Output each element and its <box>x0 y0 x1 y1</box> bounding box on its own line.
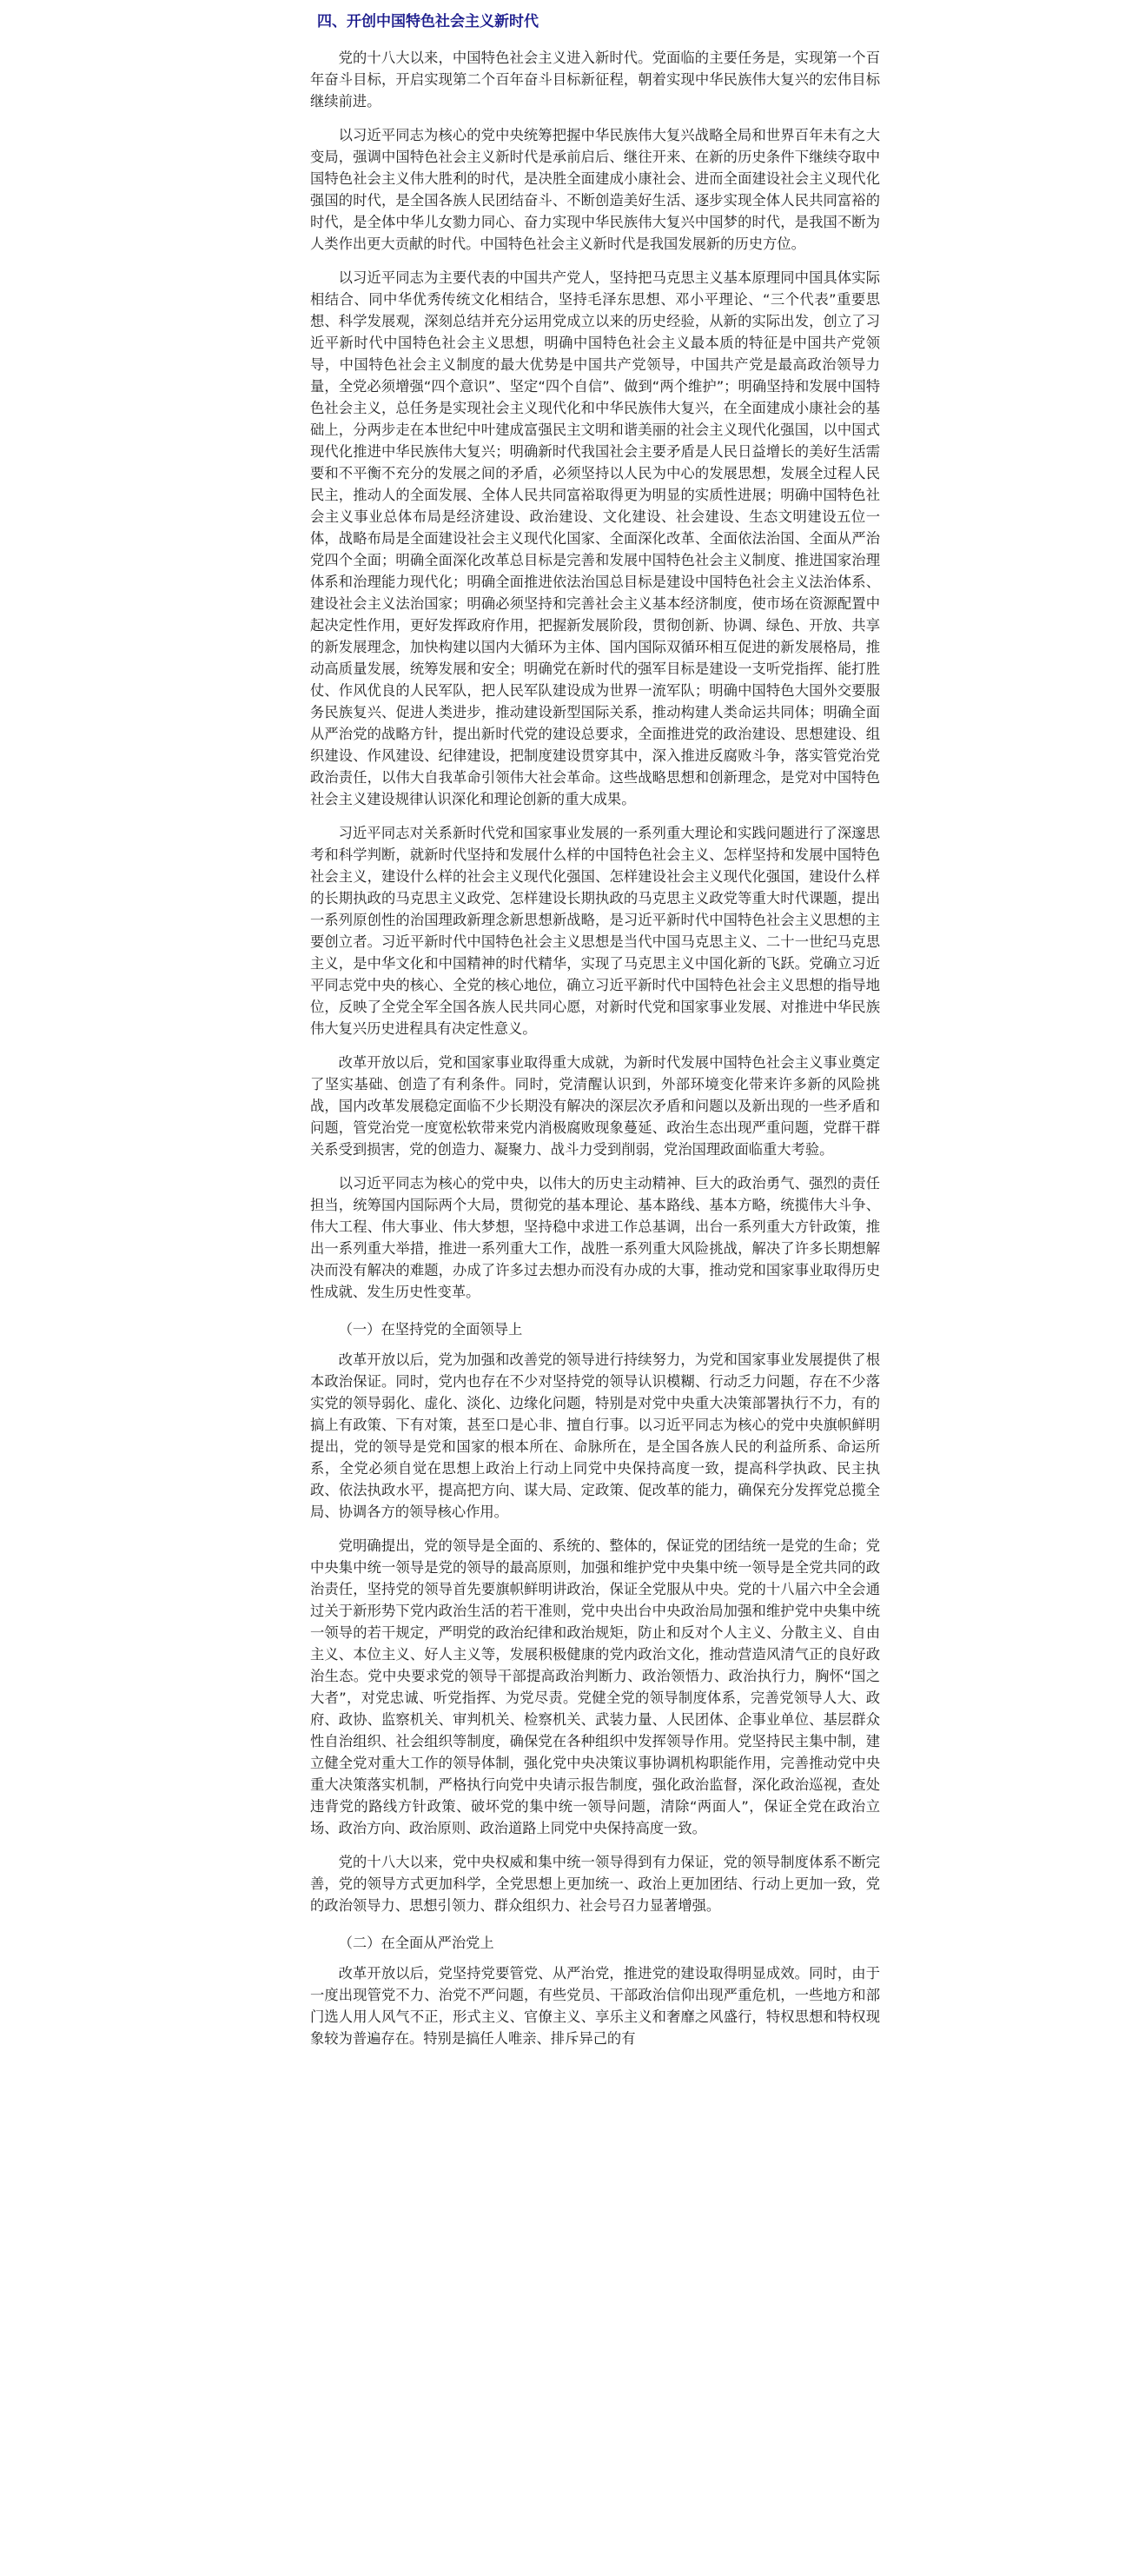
paragraph: 以习近平同志为核心的党中央，以伟大的历史主动精神、巨大的政治勇气、强烈的责任担当，统筹国内国际两个大局，贯彻党的基本理论、基本路线、基本方略，统揽伟大斗争、伟大工程、伟大事业、伟大梦想，坚持稳中求进工作总基调，出台一系列重大方针政策，推出一系列重大举措，推进一系列重大工作，战胜一系列重大风险挑战，解决了许多长期想解决而没有解决的难题，办成了许多过去想办而没有办成的大事，推动党和国家事业取得历史性成就、发生历史性变革。 <box>310 1175 880 1300</box>
paragraph: 以习近平同志为主要代表的中国共产党人，坚持把马克思主义基本原理同中国具体实际相结合、同中华优秀传统文化相结合，坚持毛泽东思想、邓小平理论、“三个代表”重要思想、科学发展观，深刻总结并充分运用党成立以来的历史经验，从新的实际出发，创立了习近平新时代中国特色社会主义思想，明确中国特色社会主义最本质的特征是中国共产党领导，中国特色社会主义制度的最大优势是中国共产党领导，中国共产党是最高政治领导力量，全党必须增强“四个意识”、坚定“四个自信”、做到“两个维护”；明确坚持和发展中国特色社会主义，总任务是实现社会主义现代化和中华民族伟大复兴，在全面建成小康社会的基础上，分两步走在本世纪中叶建成富强民主文明和谐美丽的社会主义现代化强国，以中国式现代化推进中华民族伟大复兴；明确新时代我国社会主要矛盾是人民日益增长的美好生活需要和不平衡不充分的发展之间的矛盾，必须坚持以人民为中心的发展思想，发展全过程人民民主，推动人的全面发展、全体人民共同富裕取得更为明显的实质性进展；明确中国特色社会主义事业总体布局是经济建设、政治建设、文化建设、社会建设、生态文明建设五位一体，战略布局是全面建设社会主义现代化国家、全面深化改革、全面依法治国、全面从严治党四个全面；明确全面深化改革总目标是完善和发展中国特色社会主义制度、推进国家治理体系和治理能力现代化；明确全面推进依法治国总目标是建设中国特色社会主义法治体系、建设社会主义法治国家；明确必须坚持和完善社会主义基本经济制度，使市场在资源配置中起决定性作用，更好发挥政府作用，把握新发展阶段，贯彻创新、协调、绿色、开放、共享的新发展理念，加快构建以国内大循环为主体、国内国际双循环相互促进的新发展格局，推动高质量发展，统筹发展和安全；明确党在新时代的强军目标是建设一支听党指挥、能打胜仗、作风优良的人民军队，把人民军队建设成为世界一流军队；明确中国特色大国外交要服务民族复兴、促进人类进步，推动建设新型国际关系，推动构建人类命运共同体；明确全面从严治党的战略方针，提出新时代党的建设总要求，全面推进党的政治建设、思想建设、组织建设、作风建设、纪律建设，把制度建设贯穿其中，深入推进反腐败斗争，落实管党治党政治责任，以伟大自我革命引领伟大社会革命。这些战略思想和创新理念，是党对中国特色社会主义建设规律认识深化和理论创新的重大成果。 <box>310 269 880 807</box>
paragraph: 党明确提出，党的领导是全面的、系统的、整体的，保证党的团结统一是党的生命；党中央集中统一领导是党的领导的最高原则，加强和维护党中央集中统一领导是全党共同的政治责任，坚持党的领导首先要旗帜鲜明讲政治，保证全党服从中央。党的十八届六中全会通过关于新形势下党内政治生活的若干准则，党中央出台中央政治局加强和维护党中央集中统一领导的若干规定，严明党的政治纪律和政治规矩，防止和反对个人主义、分散主义、自由主义、本位主义、好人主义等，发展积极健康的党内政治文化，推动营造风清气正的良好政治生态。党中央要求党的领导干部提高政治判断力、政治领悟力、政治执行力，胸怀“国之大者”，对党忠诚、听党指挥、为党尽责。党健全党的领导制度体系，完善党领导人大、政府、政协、监察机关、审判机关、检察机关、武装力量、人民团体、企事业单位、基层群众性自治组织、社会组织等制度，确保党在各种组织中发挥领导作用。党坚持民主集中制，建立健全党对重大工作的领导体制，强化党中央决策议事协调机构职能作用，完善推动党中央重大决策落实机制，严格执行向党中央请示报告制度，强化政治监督，深化政治巡视，查处违背党的路线方针政策、破坏党的集中统一领导问题，清除“两面人”，保证全党在政治立场、政治方向、政治原则、政治道路上同党中央保持高度一致。 <box>310 1537 880 1836</box>
section-title: 四、开创中国特色社会主义新时代 <box>317 13 539 30</box>
paragraph: 以习近平同志为核心的党中央统筹把握中华民族伟大复兴战略全局和世界百年未有之大变局，强调中国特色社会主义新时代是承前启后、继往开来、在新的历史条件下继续夺取中国特色社会主义伟大胜利的时代，是决胜全面建成小康社会、进而全面建设社会主义现代化强国的时代，是全国各族人民团结奋斗、不断创造美好生活、逐步实现全体人民共同富裕的时代，是全体中华儿女勠力同心、奋力实现中华民族伟大复兴中国梦的时代，是我国不断为人类作出更大贡献的时代。中国特色社会主义新时代是我国发展新的历史方位。 <box>310 127 880 252</box>
paragraph: 改革开放以后，党为加强和改善党的领导进行持续努力，为党和国家事业发展提供了根本政治保证。同时，党内也存在不少对坚持党的领导认识模糊、行动乏力问题，存在不少落实党的领导弱化、虚化、淡化、边缘化问题，特别是对党中央重大决策部署执行不力，有的搞上有政策、下有对策，甚至口是心非、擅自行事。以习近平同志为核心的党中央旗帜鲜明提出，党的领导是党和国家的根本所在、命脉所在，是全国各族人民的利益所系、命运所系，全党必须自觉在思想上政治上行动上同党中央保持高度一致，提高科学执政、民主执政、依法执政水平，提高把方向、谋大局、定政策、促改革的能力，确保充分发挥党总揽全局、协调各方的领导核心作用。 <box>310 1351 880 1520</box>
paragraph: 党的十八大以来，中国特色社会主义进入新时代。党面临的主要任务是，实现第一个百年奋斗目标，开启实现第二个百年奋斗目标新征程，朝着实现中华民族伟大复兴的宏伟目标继续前进。 <box>310 50 880 110</box>
article <box>310 0 880 2049</box>
subsection-heading-party-governance: （二）在全面从严治党上 <box>338 1935 494 1951</box>
paragraph: 习近平同志对关系新时代党和国家事业发展的一系列重大理论和实践问题进行了深邃思考和科学判断，就新时代坚持和发展什么样的中国特色社会主义、怎样坚持和发展中国特色社会主义，建设什么样的社会主义现代化强国、怎样建设社会主义现代化强国，建设什么样的长期执政的马克思主义政党、怎样建设长期执政的马克思主义政党等重大时代课题，提出一系列原创性的治国理政新理念新思想新战略，是习近平新时代中国特色社会主义思想的主要创立者。习近平新时代中国特色社会主义思想是当代中国马克思主义、二十一世纪马克思主义，是中华文化和中国精神的时代精华，实现了马克思主义中国化新的飞跃。党确立习近平同志党中央的核心、全党的核心地位，确立习近平新时代中国特色社会主义思想的指导地位，反映了全党全军全国各族人民共同心愿，对新时代党和国家事业发展、对推进中华民族伟大复兴历史进程具有决定性意义。 <box>310 825 880 1037</box>
subsection-heading-leadership: （一）在坚持党的全面领导上 <box>338 1321 523 1338</box>
paragraph: 党的十八大以来，党中央权威和集中统一领导得到有力保证，党的领导制度体系不断完善，党的领导方式更加科学，全党思想上更加统一、政治上更加团结、行动上更加一致，党的政治领导力、思想引领力、群众组织力、社会号召力显著增强。 <box>310 1854 880 1914</box>
paragraph: 改革开放以后，党和国家事业取得重大成就，为新时代发展中国特色社会主义事业奠定了坚实基础、创造了有利条件。同时，党清醒认识到，外部环境变化带来许多新的风险挑战，国内改革发展稳定面临不少长期没有解决的深层次矛盾和问题以及新出现的一些矛盾和问题，管党治党一度宽松软带来党内消极腐败现象蔓延、政治生态出现严重问题，党群干群关系受到损害，党的创造力、凝聚力、战斗力受到削弱，党治国理政面临重大考验。 <box>310 1054 880 1158</box>
paragraph: 改革开放以后，党坚持党要管党、从严治党，推进党的建设取得明显成效。同时，由于一度出现管党不力、治党不严问题，有些党员、干部政治信仰出现严重危机，一些地方和部门选人用人风气不正，形式主义、官僚主义、享乐主义和奢靡之风盛行，特权思想和特权现象较为普遍存在。特别是搞任人唯亲、排斥异己的有 <box>310 1965 880 2047</box>
